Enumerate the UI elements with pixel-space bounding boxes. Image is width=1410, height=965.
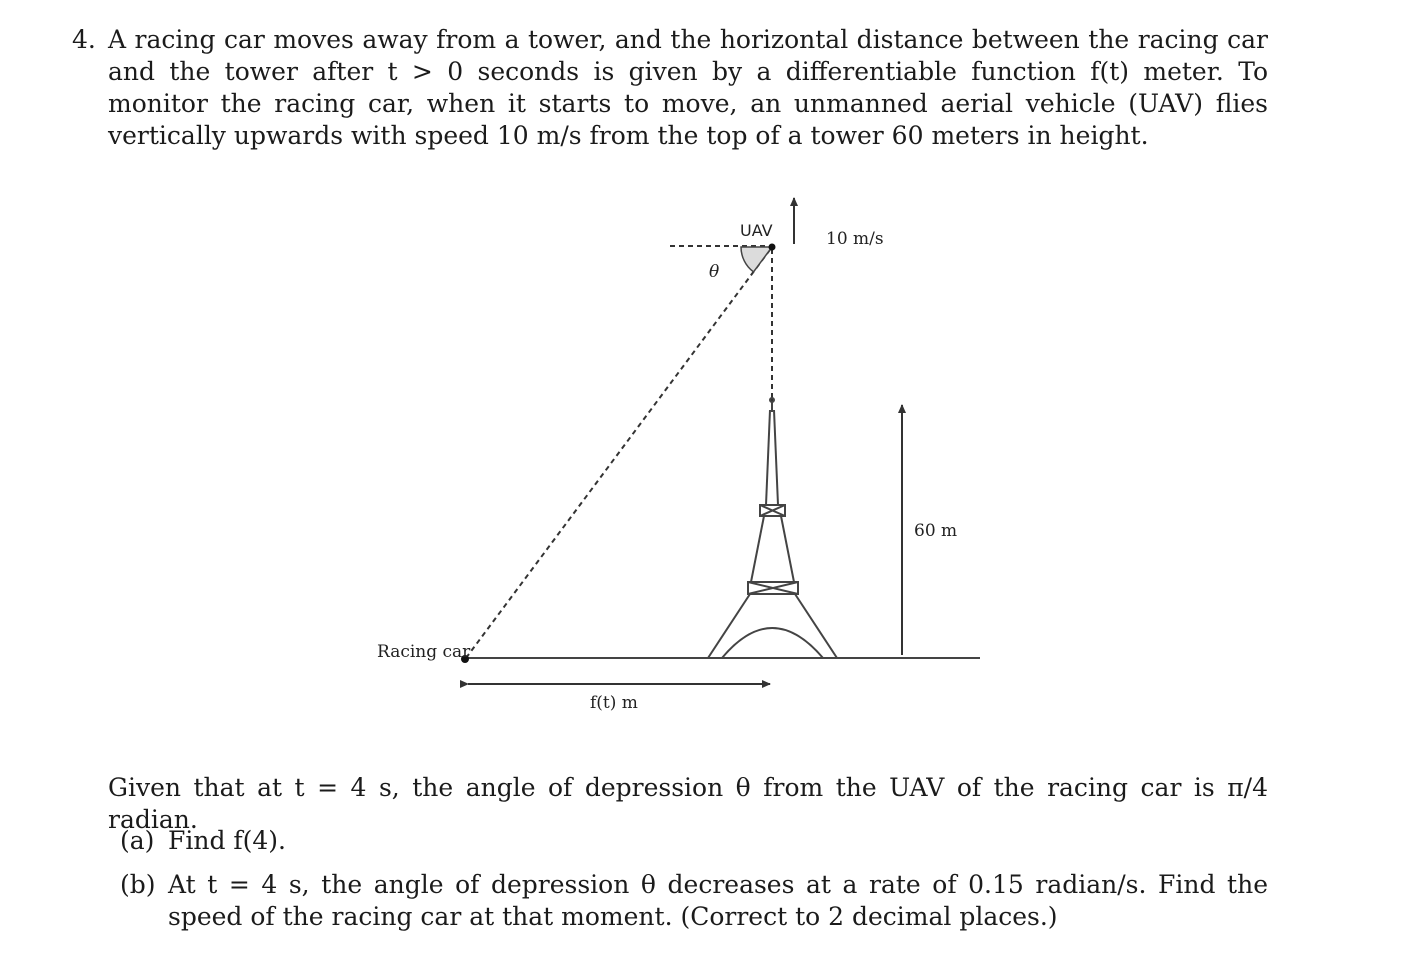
line-of-sight (466, 247, 772, 658)
uav-point (769, 244, 776, 251)
car-label: Racing car (377, 642, 471, 662)
question-intro: A racing car moves away from a tower, and the horizontal distance between the racing car and the tower after t > 0 seconds is given by a differentiable function f(t) meter. To monitor the racing car, when it starts to move, an unmanned aerial vehicle (UAV) flies vertically upwards with speed 10 m/s from the top of a tower 60 meters in height. (108, 25, 1268, 150)
part-a-label: (a) (120, 826, 155, 855)
height-label: 60 m (914, 521, 958, 541)
angle-wedge (741, 247, 772, 272)
angle-label: θ (709, 262, 720, 282)
part-b-label: (b) (120, 870, 156, 899)
uav-label: UAV (740, 221, 773, 240)
part-a-text: Find f(4). (168, 826, 287, 855)
speed-label: 10 m/s (826, 229, 884, 249)
part-b-text: At t = 4 s, the angle of depression θ decreases at a rate of 0.15 radian/s. Find the speed of the racing car at that moment. (Correct to 2 decimal places.) (168, 870, 1268, 931)
given-statement: Given that at t = 4 s, the angle of depression θ from the UAV of the racing car is π/4 radian. (108, 773, 1268, 834)
distance-label: f(t) m (590, 693, 638, 713)
question-number: 4. (72, 25, 96, 54)
tower (708, 398, 837, 658)
